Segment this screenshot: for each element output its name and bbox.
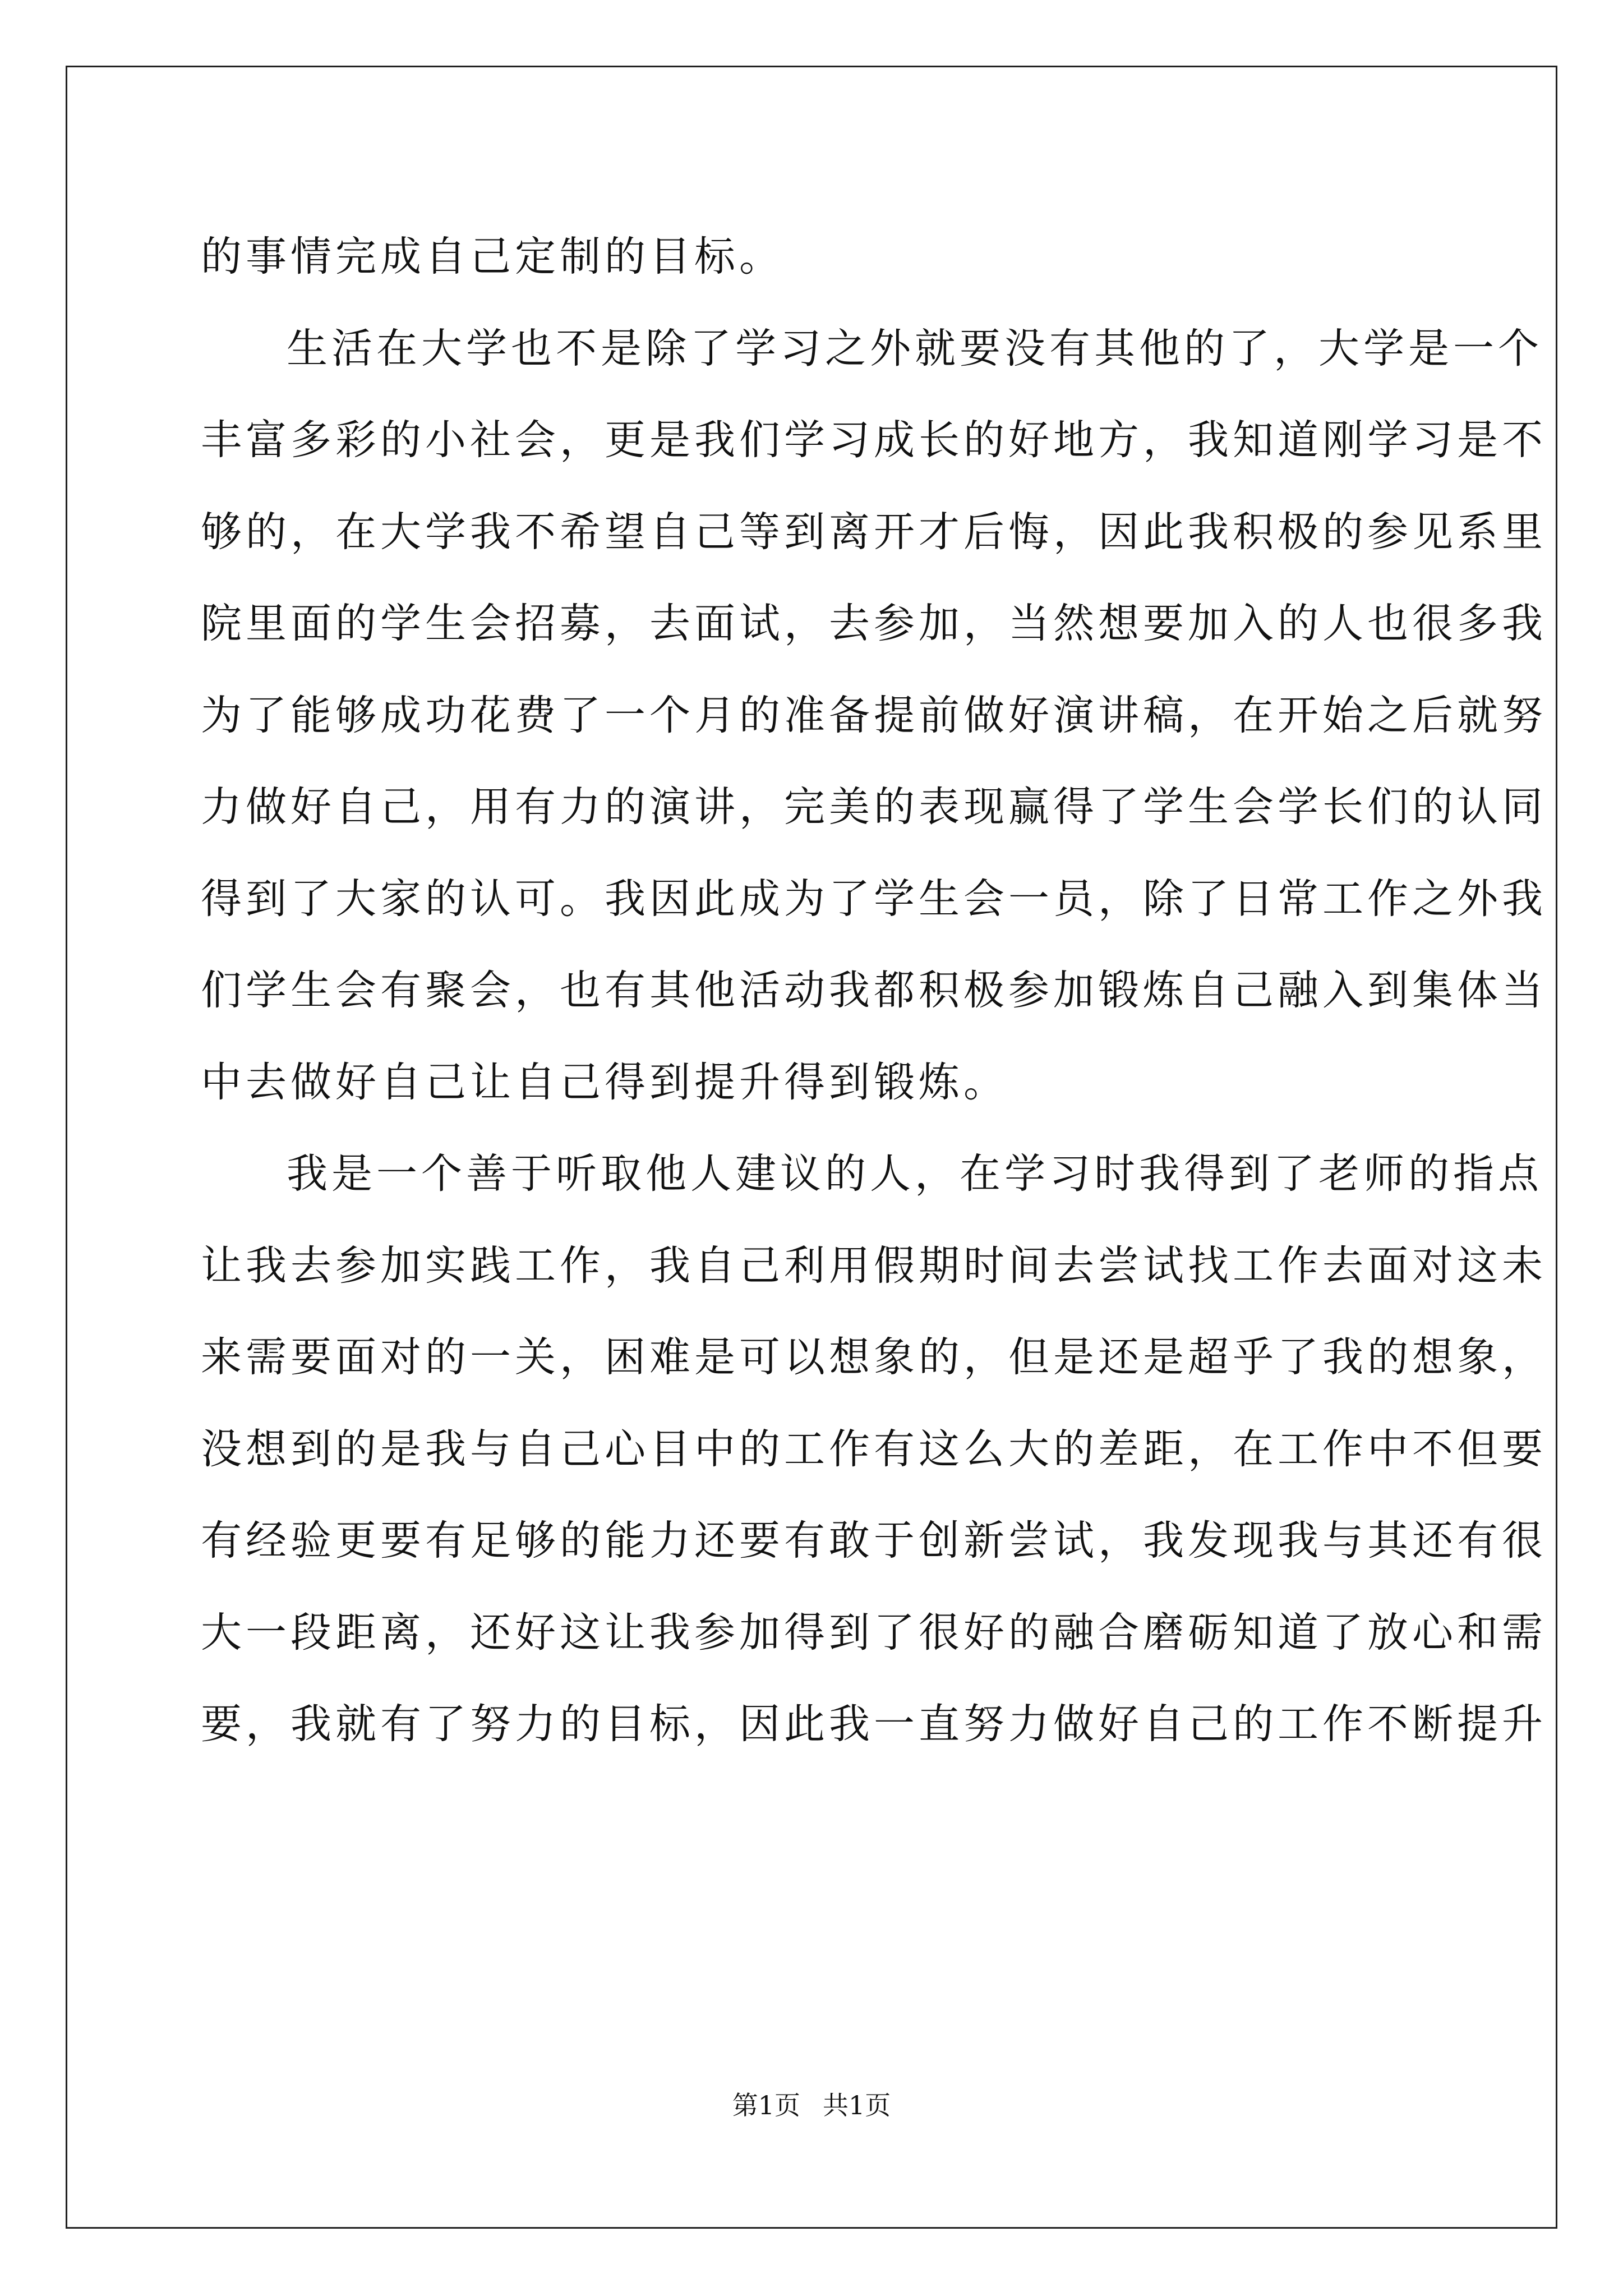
text-line: 够的，在大学我不希望自己等到离开才后悔，因此我积极的参见系里	[201, 508, 1547, 556]
text-line: 让我去参加实践工作，我自己利用假期时间去尝试找工作去面对这未	[201, 1241, 1547, 1290]
text-line: 们学生会有聚会，也有其他活动我都积极参加锻炼自己融入到集体当	[201, 967, 1547, 1014]
page-number: 第1页	[732, 2090, 800, 2120]
text-line: 有经验更要有足够的能力还要有敢于创新尝试，我发现我与其还有很	[201, 1517, 1547, 1565]
text-line-paragraph-start: 生活在大学也不是除了学习之外就要没有其他的了，大学是一个	[287, 324, 1543, 372]
text-line: 大一段距离，还好这让我参加得到了很好的融合磨砺知道了放心和需	[201, 1608, 1547, 1657]
text-line: 没想到的是我与自己心目中的工作有这么大的差距，在工作中不但要	[201, 1425, 1547, 1473]
text-line: 中去做好自己让自己得到提升得到锻炼。	[201, 1058, 1008, 1106]
text-line: 要，我就有了努力的目标，因此我一直努力做好自己的工作不断提升	[201, 1700, 1547, 1748]
page-footer	[0, 2090, 1623, 2121]
page-total: 共1页	[823, 2090, 891, 2120]
text-line: 来需要面对的一关，困难是可以想象的，但是还是超乎了我的想象，	[201, 1333, 1547, 1381]
text-line: 力做好自己，用有力的演讲，完美的表现赢得了学生会学长们的认同	[201, 783, 1547, 831]
document-body	[201, 211, 1547, 1770]
text-line: 的事情完成自己定制的目标。	[201, 233, 784, 280]
text-line-paragraph-start: 我是一个善于听取他人建议的人，在学习时我得到了老师的指点	[287, 1150, 1543, 1198]
text-line: 院里面的学生会招募，去面试，去参加，当然想要加入的人也很多我	[201, 600, 1547, 647]
text-line: 丰富多彩的小社会，更是我们学习成长的好地方，我知道刚学习是不	[201, 416, 1547, 464]
text-line: 为了能够成功花费了一个月的准备提前做好演讲稿，在开始之后就努	[201, 691, 1547, 739]
text-line: 得到了大家的认可。我因此成为了学生会一员，除了日常工作之外我	[201, 875, 1547, 923]
